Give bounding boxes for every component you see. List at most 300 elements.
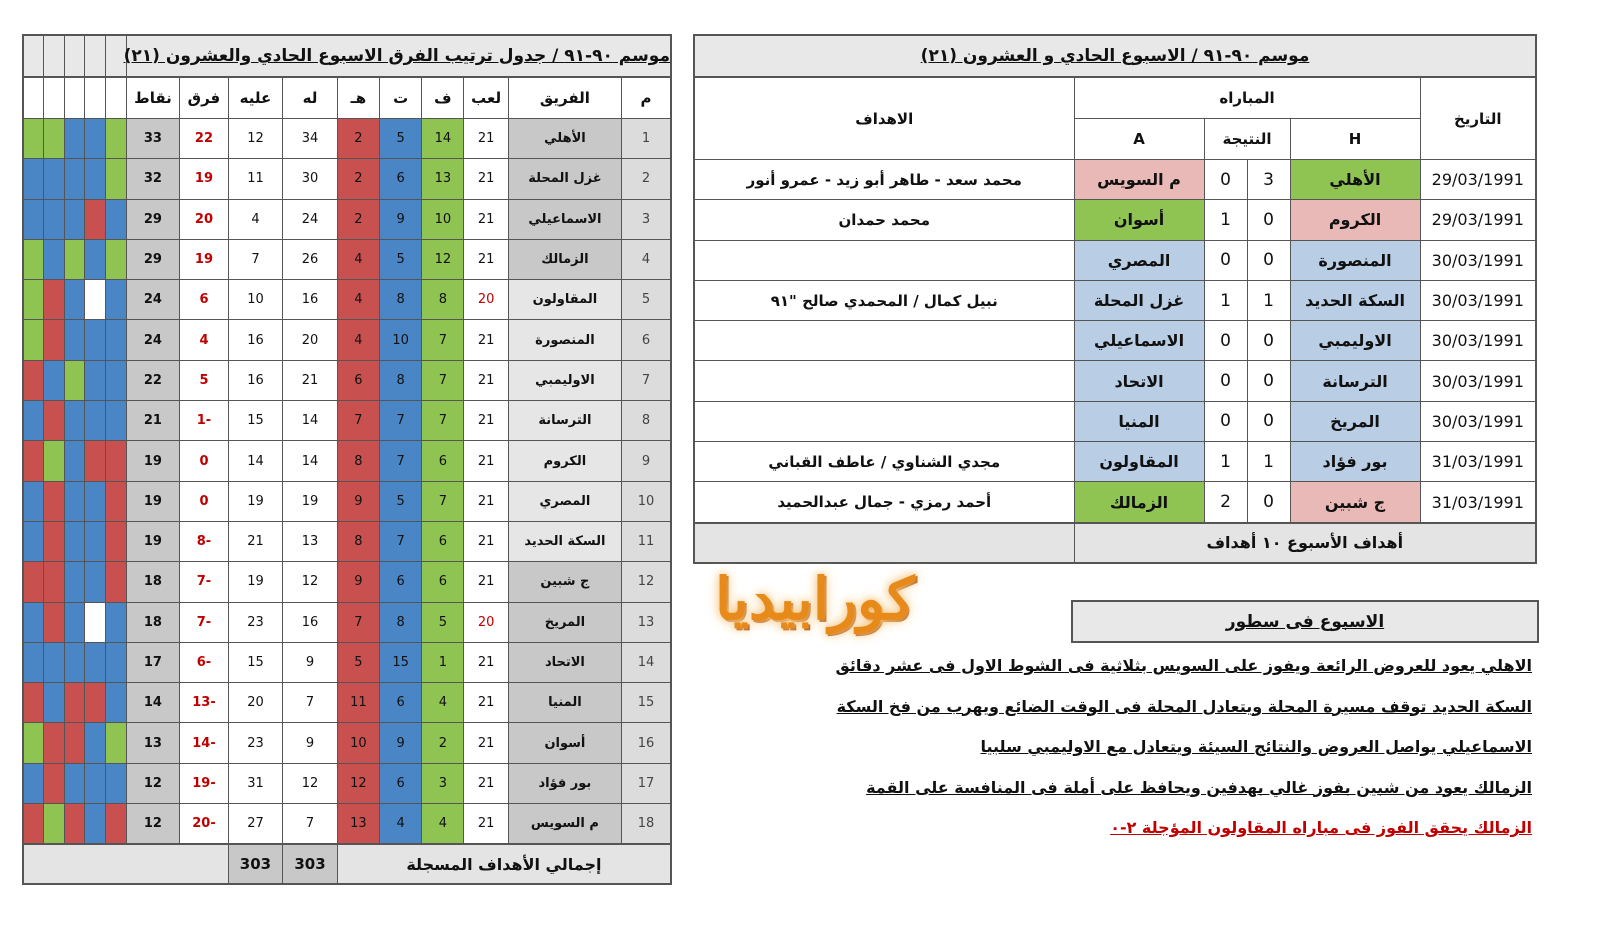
form-header-cell xyxy=(85,35,106,77)
week-goals-footer: أهداف الأسبوع ١٠ أهداف xyxy=(1074,523,1536,563)
drawn-cell: 6 xyxy=(380,159,422,199)
header-drawn: ت xyxy=(380,77,422,119)
rank-cell: 12 xyxy=(622,562,671,602)
standings-row xyxy=(23,441,671,481)
form-indicator xyxy=(44,401,65,441)
home-goals: 0 xyxy=(1247,401,1290,441)
goal-diff-cell: 0 xyxy=(180,441,228,481)
header-goal-diff: فرق xyxy=(180,77,228,119)
form-indicator xyxy=(106,159,127,199)
goal-diff-cell: -6 xyxy=(180,642,228,682)
match-row xyxy=(694,321,1536,361)
goal-diff-cell: 0 xyxy=(180,481,228,521)
form-indicator xyxy=(85,199,106,239)
team-name: المنيا xyxy=(508,683,621,723)
goals-against-cell: 19 xyxy=(228,481,283,521)
goals-against-cell: 20 xyxy=(228,683,283,723)
match-date: 31/03/1991 xyxy=(1420,482,1536,523)
drawn-cell: 8 xyxy=(380,280,422,320)
won-cell: 6 xyxy=(422,521,464,561)
standings-row xyxy=(23,320,671,360)
played-cell: 21 xyxy=(464,239,508,279)
total-goals-for: 303 xyxy=(283,844,338,884)
form-indicator xyxy=(106,683,127,723)
played-cell: 21 xyxy=(464,642,508,682)
won-cell: 3 xyxy=(422,763,464,803)
goals-for-cell: 34 xyxy=(283,119,338,159)
header-team: الفريق xyxy=(508,77,621,119)
home-team: الأهلي xyxy=(1290,160,1420,200)
goals-against-cell: 10 xyxy=(228,280,283,320)
header-goals-for: له xyxy=(283,77,338,119)
week-summary-line: السكة الحديد توقف مسيرة المحلة ويتعادل المحلة فى الوقت الضائع ويهرب من فخ السكة xyxy=(836,696,1532,716)
form-indicator xyxy=(44,683,65,723)
form-indicator xyxy=(44,320,65,360)
rank-cell: 7 xyxy=(622,360,671,400)
form-indicator xyxy=(23,804,44,845)
won-cell: 12 xyxy=(422,239,464,279)
form-indicator xyxy=(64,804,85,845)
away-team: المنيا xyxy=(1074,401,1204,441)
goals-against-cell: 4 xyxy=(228,199,283,239)
standings-row xyxy=(23,481,671,521)
played-cell: 21 xyxy=(464,401,508,441)
lost-cell: 9 xyxy=(337,562,379,602)
form-indicator xyxy=(85,441,106,481)
team-name: المريخ xyxy=(508,602,621,642)
form-indicator xyxy=(64,723,85,763)
goals-for-cell: 30 xyxy=(283,159,338,199)
goal-diff-cell: -19 xyxy=(180,763,228,803)
goals-for-cell: 9 xyxy=(283,642,338,682)
form-indicator xyxy=(23,683,44,723)
home-goals: 1 xyxy=(1247,442,1290,482)
form-indicator xyxy=(44,562,65,602)
rank-cell: 3 xyxy=(622,199,671,239)
standings-row xyxy=(23,360,671,400)
drawn-cell: 9 xyxy=(380,723,422,763)
form-indicator xyxy=(106,239,127,279)
header-result: النتيجة xyxy=(1204,119,1290,160)
away-team: أسوان xyxy=(1074,200,1204,240)
goals-against-cell: 15 xyxy=(228,642,283,682)
goals-for-cell: 16 xyxy=(283,602,338,642)
goals-for-cell: 14 xyxy=(283,441,338,481)
form-indicator xyxy=(23,763,44,803)
week-summary-line: الاهلي يعود للعروض الرائعة ويفوز على السويس بثلاثية فى الشوط الاول فى عشر دقائق xyxy=(835,656,1532,675)
match-row xyxy=(694,160,1536,200)
goals-for-cell: 19 xyxy=(283,481,338,521)
away-team: المقاولون xyxy=(1074,442,1204,482)
home-team: السكة الحديد xyxy=(1290,280,1420,320)
form-indicator xyxy=(64,642,85,682)
goal-scorers: محمد حمدان xyxy=(694,200,1074,240)
won-cell: 6 xyxy=(422,562,464,602)
match-row xyxy=(694,361,1536,401)
goals-against-cell: 12 xyxy=(228,119,283,159)
header-goals-against: عليه xyxy=(228,77,283,119)
drawn-cell: 6 xyxy=(380,683,422,723)
lost-cell: 11 xyxy=(337,683,379,723)
goals-for-cell: 16 xyxy=(283,280,338,320)
team-name: بور فؤاد xyxy=(508,763,621,803)
matches-title: موسم ٩٠-٩١ / الاسبوع الحادي و العشرون (٢١) xyxy=(694,35,1536,77)
match-row xyxy=(694,482,1536,523)
goals-for-cell: 21 xyxy=(283,360,338,400)
points-cell: 21 xyxy=(126,401,180,441)
goals-for-cell: 24 xyxy=(283,199,338,239)
form-header-cell xyxy=(23,35,44,77)
form-indicator xyxy=(85,562,106,602)
form-indicator xyxy=(64,159,85,199)
goal-scorers xyxy=(694,321,1074,361)
goal-diff-cell: -8 xyxy=(180,521,228,561)
form-indicator xyxy=(106,723,127,763)
points-cell: 18 xyxy=(126,562,180,602)
form-indicator xyxy=(64,119,85,159)
home-team: ج شبين xyxy=(1290,482,1420,523)
home-team: بور فؤاد xyxy=(1290,442,1420,482)
points-cell: 19 xyxy=(126,441,180,481)
form-indicator xyxy=(23,521,44,561)
rank-cell: 9 xyxy=(622,441,671,481)
points-cell: 18 xyxy=(126,602,180,642)
match-row xyxy=(694,401,1536,441)
form-indicator xyxy=(85,239,106,279)
form-indicator xyxy=(64,401,85,441)
home-team: الاوليمبي xyxy=(1290,321,1420,361)
standings-title: موسم ٩٠-٩١ / جدول ترتيب الفرق الاسبوع الحادي والعشرون (٢١) xyxy=(126,35,671,77)
form-indicator xyxy=(64,481,85,521)
goal-scorers: نبيل كمال / المحمدي صالح "٩١ xyxy=(694,280,1074,320)
rank-cell: 11 xyxy=(622,521,671,561)
form-header-cell xyxy=(44,35,65,77)
rank-cell: 4 xyxy=(622,239,671,279)
form-indicator xyxy=(23,723,44,763)
form-indicator xyxy=(44,804,65,845)
form-indicator xyxy=(85,481,106,521)
away-team: المصري xyxy=(1074,240,1204,280)
goals-against-cell: 16 xyxy=(228,360,283,400)
form-indicator xyxy=(64,562,85,602)
form-header-cell xyxy=(85,77,106,119)
lost-cell: 4 xyxy=(337,280,379,320)
won-cell: 7 xyxy=(422,481,464,521)
match-row xyxy=(694,280,1536,320)
away-goals: 0 xyxy=(1204,321,1247,361)
rank-cell: 8 xyxy=(622,401,671,441)
away-goals: 0 xyxy=(1204,240,1247,280)
points-cell: 14 xyxy=(126,683,180,723)
team-name: م السويس xyxy=(508,804,621,845)
played-cell: 21 xyxy=(464,441,508,481)
match-date: 31/03/1991 xyxy=(1420,442,1536,482)
footer-blank xyxy=(694,523,1074,563)
away-team: الزمالك xyxy=(1074,482,1204,523)
home-team: المنصورة xyxy=(1290,240,1420,280)
goals-for-cell: 13 xyxy=(283,521,338,561)
header-played: لعب xyxy=(464,77,508,119)
goal-scorers: مجدي الشناوي / عاطف القباني xyxy=(694,442,1074,482)
drawn-cell: 7 xyxy=(380,401,422,441)
form-indicator xyxy=(85,280,106,320)
match-date: 30/03/1991 xyxy=(1420,401,1536,441)
form-indicator xyxy=(64,199,85,239)
form-indicator xyxy=(23,159,44,199)
form-indicator xyxy=(44,602,65,642)
home-goals: 0 xyxy=(1247,321,1290,361)
team-name: الكروم xyxy=(508,441,621,481)
form-indicator xyxy=(85,401,106,441)
form-indicator xyxy=(23,239,44,279)
header-away: A xyxy=(1074,119,1204,160)
team-name: الأهلي xyxy=(508,119,621,159)
away-team: م السويس xyxy=(1074,160,1204,200)
goals-against-cell: 7 xyxy=(228,239,283,279)
team-name: الزمالك xyxy=(508,239,621,279)
form-indicator xyxy=(106,320,127,360)
form-indicator xyxy=(106,481,127,521)
form-indicator xyxy=(64,239,85,279)
lost-cell: 2 xyxy=(337,159,379,199)
form-indicator xyxy=(23,562,44,602)
matches-table xyxy=(693,34,1537,564)
form-indicator xyxy=(23,199,44,239)
lost-cell: 7 xyxy=(337,602,379,642)
form-header-cell xyxy=(44,77,65,119)
goal-scorers: أحمد رمزي - جمال عبدالحميد xyxy=(694,482,1074,523)
goals-against-cell: 14 xyxy=(228,441,283,481)
goals-for-cell: 12 xyxy=(283,562,338,602)
team-name: غزل المحلة xyxy=(508,159,621,199)
points-cell: 13 xyxy=(126,723,180,763)
goal-diff-cell: 6 xyxy=(180,280,228,320)
goals-against-cell: 16 xyxy=(228,320,283,360)
points-cell: 19 xyxy=(126,521,180,561)
home-goals: 0 xyxy=(1247,482,1290,523)
goal-diff-cell: -13 xyxy=(180,683,228,723)
form-indicator xyxy=(106,401,127,441)
team-name: المقاولون xyxy=(508,280,621,320)
points-cell: 29 xyxy=(126,239,180,279)
away-goals: 1 xyxy=(1204,442,1247,482)
goals-for-cell: 7 xyxy=(283,804,338,845)
points-cell: 22 xyxy=(126,360,180,400)
form-indicator xyxy=(23,320,44,360)
played-cell: 21 xyxy=(464,481,508,521)
form-indicator xyxy=(44,199,65,239)
away-team: الاسماعيلي xyxy=(1074,321,1204,361)
drawn-cell: 9 xyxy=(380,199,422,239)
match-date: 30/03/1991 xyxy=(1420,280,1536,320)
week-in-lines-list xyxy=(832,650,1532,853)
lost-cell: 2 xyxy=(337,199,379,239)
standings-row xyxy=(23,683,671,723)
form-indicator xyxy=(64,763,85,803)
lost-cell: 8 xyxy=(337,441,379,481)
form-indicator xyxy=(23,401,44,441)
goal-diff-cell: 5 xyxy=(180,360,228,400)
header-won: ف xyxy=(422,77,464,119)
home-team: الكروم xyxy=(1290,200,1420,240)
goals-against-cell: 19 xyxy=(228,562,283,602)
goal-scorers xyxy=(694,240,1074,280)
goals-against-cell: 21 xyxy=(228,521,283,561)
lost-cell: 12 xyxy=(337,763,379,803)
goals-for-cell: 9 xyxy=(283,723,338,763)
goal-diff-cell: -7 xyxy=(180,562,228,602)
played-cell: 21 xyxy=(464,763,508,803)
form-indicator xyxy=(85,763,106,803)
standings-row xyxy=(23,642,671,682)
won-cell: 7 xyxy=(422,401,464,441)
form-header-cell xyxy=(64,77,85,119)
played-cell: 21 xyxy=(464,683,508,723)
home-team: المريخ xyxy=(1290,401,1420,441)
form-indicator xyxy=(64,441,85,481)
team-name: الاتحاد xyxy=(508,642,621,682)
form-indicator xyxy=(44,159,65,199)
drawn-cell: 6 xyxy=(380,763,422,803)
lost-cell: 4 xyxy=(337,239,379,279)
goals-against-cell: 15 xyxy=(228,401,283,441)
goal-diff-cell: 4 xyxy=(180,320,228,360)
match-date: 29/03/1991 xyxy=(1420,200,1536,240)
home-goals: 3 xyxy=(1247,160,1290,200)
drawn-cell: 5 xyxy=(380,239,422,279)
goal-diff-cell: 20 xyxy=(180,199,228,239)
team-name: الاوليمبي xyxy=(508,360,621,400)
form-indicator xyxy=(44,239,65,279)
lost-cell: 8 xyxy=(337,521,379,561)
goal-diff-cell: -7 xyxy=(180,602,228,642)
form-indicator xyxy=(85,723,106,763)
form-indicator xyxy=(44,441,65,481)
standings-row xyxy=(23,199,671,239)
form-indicator xyxy=(106,441,127,481)
form-header-cell xyxy=(23,77,44,119)
won-cell: 5 xyxy=(422,602,464,642)
footer-blank xyxy=(23,844,228,884)
home-goals: 0 xyxy=(1247,240,1290,280)
standings-row xyxy=(23,763,671,803)
form-indicator xyxy=(85,602,106,642)
header-rank: م xyxy=(622,77,671,119)
form-indicator xyxy=(106,280,127,320)
won-cell: 4 xyxy=(422,683,464,723)
home-goals: 0 xyxy=(1247,361,1290,401)
form-indicator xyxy=(85,804,106,845)
points-cell: 19 xyxy=(126,481,180,521)
form-indicator xyxy=(106,199,127,239)
goals-for-cell: 12 xyxy=(283,763,338,803)
away-goals: 0 xyxy=(1204,401,1247,441)
goals-against-cell: 23 xyxy=(228,602,283,642)
points-cell: 29 xyxy=(126,199,180,239)
lost-cell: 6 xyxy=(337,360,379,400)
match-row xyxy=(694,200,1536,240)
form-indicator xyxy=(44,481,65,521)
lost-cell: 13 xyxy=(337,804,379,845)
form-indicator xyxy=(106,602,127,642)
won-cell: 8 xyxy=(422,280,464,320)
standings-row xyxy=(23,602,671,642)
week-summary-line: الزمالك يحقق الفوز فى مباراه المقاولون المؤجلة ٢-٠ xyxy=(1110,818,1532,837)
form-indicator xyxy=(85,159,106,199)
goal-diff-cell: 19 xyxy=(180,159,228,199)
goal-diff-cell: -14 xyxy=(180,723,228,763)
team-name: أسوان xyxy=(508,723,621,763)
form-indicator xyxy=(85,521,106,561)
lost-cell: 9 xyxy=(337,481,379,521)
lost-cell: 7 xyxy=(337,401,379,441)
form-indicator xyxy=(44,521,65,561)
rank-cell: 18 xyxy=(622,804,671,845)
rank-cell: 16 xyxy=(622,723,671,763)
won-cell: 2 xyxy=(422,723,464,763)
drawn-cell: 5 xyxy=(380,119,422,159)
played-cell: 21 xyxy=(464,360,508,400)
won-cell: 6 xyxy=(422,441,464,481)
home-goals: 1 xyxy=(1247,280,1290,320)
away-goals: 1 xyxy=(1204,200,1247,240)
form-indicator xyxy=(85,360,106,400)
form-indicator xyxy=(106,119,127,159)
form-indicator xyxy=(44,763,65,803)
points-cell: 17 xyxy=(126,642,180,682)
played-cell: 21 xyxy=(464,723,508,763)
played-cell: 21 xyxy=(464,804,508,845)
rank-cell: 15 xyxy=(622,683,671,723)
header-lost: هـ xyxy=(337,77,379,119)
match-row xyxy=(694,442,1536,482)
goals-for-cell: 26 xyxy=(283,239,338,279)
played-cell: 20 xyxy=(464,602,508,642)
points-cell: 24 xyxy=(126,280,180,320)
form-indicator xyxy=(64,360,85,400)
week-summary-line: الزمالك يعود من شبين بفوز غالي بهدفين ويحافظ على أملة فى المنافسة على القمة xyxy=(866,777,1532,797)
form-indicator xyxy=(106,562,127,602)
team-name: المصري xyxy=(508,481,621,521)
form-indicator xyxy=(64,683,85,723)
played-cell: 21 xyxy=(464,119,508,159)
standings-row xyxy=(23,804,671,845)
goal-scorers: محمد سعد - طاهر أبو زيد - عمرو أنور xyxy=(694,160,1074,200)
played-cell: 21 xyxy=(464,159,508,199)
team-name: الترسانة xyxy=(508,401,621,441)
header-points: نقاط xyxy=(126,77,180,119)
goals-against-cell: 23 xyxy=(228,723,283,763)
won-cell: 7 xyxy=(422,320,464,360)
form-indicator xyxy=(106,804,127,845)
goals-for-cell: 20 xyxy=(283,320,338,360)
lost-cell: 5 xyxy=(337,642,379,682)
form-indicator xyxy=(23,602,44,642)
form-indicator xyxy=(106,360,127,400)
won-cell: 14 xyxy=(422,119,464,159)
form-indicator xyxy=(44,642,65,682)
form-indicator xyxy=(44,280,65,320)
total-goals-label: إجمالي الأهداف المسجلة xyxy=(337,844,671,884)
away-goals: 2 xyxy=(1204,482,1247,523)
standings-row xyxy=(23,239,671,279)
played-cell: 21 xyxy=(464,199,508,239)
standings-row xyxy=(23,562,671,602)
away-goals: 1 xyxy=(1204,280,1247,320)
points-cell: 24 xyxy=(126,320,180,360)
goals-against-cell: 27 xyxy=(228,804,283,845)
form-indicator xyxy=(64,280,85,320)
